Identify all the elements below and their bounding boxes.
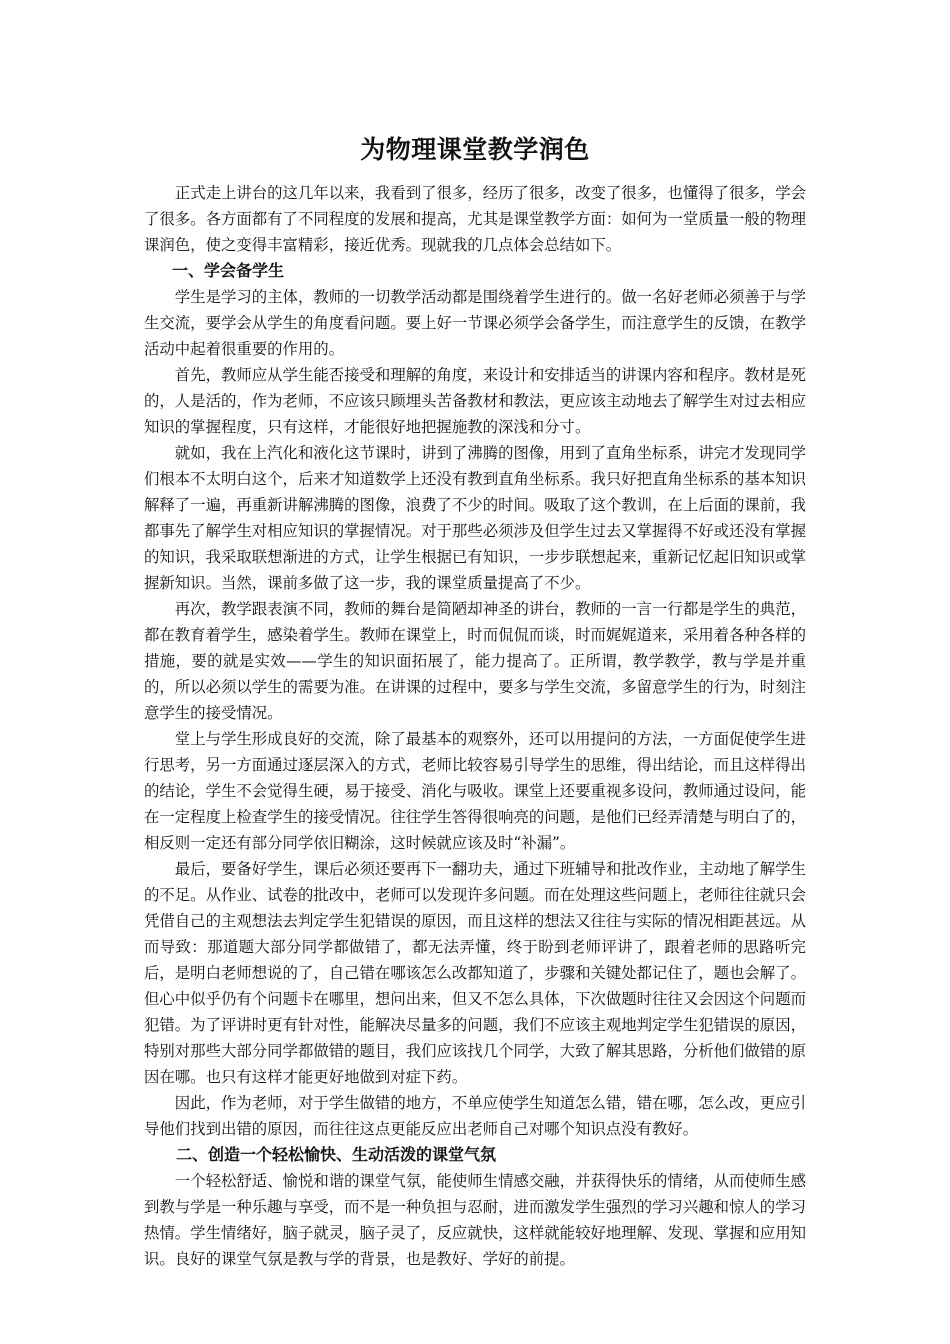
section-1-heading: 一、学会备学生: [172, 261, 285, 280]
section-1-paragraph-1: 学生是学习的主体，教师的一切教学活动都是围绕着学生进行的。做一名好老师必须善于与学生交流，要学会从学生的角度看问题。要上好一节课必须学会备学生，而注意学生的反馈，在教学活动中起着很重要的作用的。: [144, 288, 806, 358]
section-2-paragraph-1: 一个轻松舒适、愉悦和谐的课堂气氛，能使师生情感交融，并获得快乐的情绪，从而使师生感到教与学是一种乐趣与享受，而不是一种负担与忍耐，进而激发学生强烈的学习兴趣和惊人的学习热情。学生情绪好，脑子就灵，脑子灵了，反应就快，这样就能较好地理解、发现、掌握和应用知识。良好的课堂气氛是教与学的背景，也是教好、学好的前提。: [144, 1172, 806, 1268]
document-title: 为物理课堂教学润色: [360, 135, 590, 164]
section-1-paragraph-6: 最后，要备好学生，课后必须还要再下一翻功夫，通过下班辅导和批改作业，主动地了解学生的不足。从作业、试卷的批改中，老师可以发现许多问题。而在处理这些问题上，老师往往就只会凭借自己的主观想法去判定学生犯错误的原因，而且这样的想法又往往与实际的情况相距甚远。从而导致：那道题大部分同学都做错了，都无法弄懂，终于盼到老师评讲了，跟着老师的思路听完后，是明白老师想说的了，自己错在哪该怎么改都知道了，步骤和关键处都记住了，题也会解了。但心中似乎仍有个问题卡在哪里，想问出来，但又不怎么具体，下次做题时往往又会因这个问题而犯错。为了评讲时更有针对性，能解决尽量多的问题，我们不应该主观地判定学生犯错误的原因，特别对那些大部分同学都做错的题目，我们应该找几个同学，大致了解其思路，分析他们做错的原因在哪。也只有这样才能更好地做到对症下药。: [144, 860, 806, 1086]
section-1-paragraph-4: 再次，教学跟表演不同，教师的舞台是简陋却神圣的讲台，教师的一言一行都是学生的典范，都在教育着学生，感染着学生。教师在课堂上，时而侃侃而谈，时而娓娓道来，采用着各种各样的措施，要的就是实效——学生的知识面拓展了，能力提高了。正所谓，教学教学，教与学是并重的，所以必须以学生的需要为准。在讲课的过程中，要多与学生交流，多留意学生的行为，时刻注意学生的接受情况。: [144, 600, 806, 722]
section-1-paragraph-3: 就如，我在上汽化和液化这节课时，讲到了沸腾的图像，用到了直角坐标系，讲完才发现同学们根本不太明白这个，后来才知道数学上还没有教到直角坐标系。我只好把直角坐标系的基本知识解释了一遍，再重新讲解沸腾的图像，浪费了不少的时间。吸取了这个教训，在上后面的课前，我都事先了解学生对相应知识的掌握情况。对于那些必须涉及但学生过去又掌握得不好或还没有掌握的知识，我采取联想渐进的方式，让学生根据已有知识，一步步联想起来，重新记忆起旧知识或掌握新知识。当然，课前多做了这一步，我的课堂质量提高了不少。: [144, 444, 806, 592]
section-2-heading: 二、创造一个轻松愉快、生动活泼的课堂气氛: [176, 1145, 497, 1164]
section-1-paragraph-2: 首先，教师应从学生能否接受和理解的角度，来设计和安排适当的讲课内容和程序。教材是死的，人是活的，作为老师，不应该只顾埋头苦备教材和教法，更应该主动地去了解学生对过去相应知识的掌握程度，只有这样，才能很好地把握施教的深浅和分寸。: [144, 366, 806, 436]
section-1-paragraph-5: 堂上与学生形成良好的交流，除了最基本的观察外，还可以用提问的方法，一方面促使学生进行思考，另一方面通过逐层深入的方式，老师比较容易引导学生的思维，得出结论，而且这样得出的结论，学生不会觉得生硬，易于接受、消化与吸收。课堂上还要重视多设问，教师通过设问，能在一定程度上检查学生的接受情况。往往学生答得很响亮的问题，是他们已经弄清楚与明白了的，相反则一定还有部分同学依旧糊涂，这时候就应该及时“补漏”。: [144, 730, 806, 852]
intro-paragraph: 正式走上讲台的这几年以来，我看到了很多，经历了很多，改变了很多，也懂得了很多，学会了很多。各方面都有了不同程度的发展和提高，尤其是课堂教学方面：如何为一堂质量一般的物理课润色，使之变得丰富精彩，接近优秀。现就我的几点体会总结如下。: [144, 184, 806, 254]
section-1-paragraph-7: 因此，作为老师，对于学生做错的地方，不单应使学生知道怎么错，错在哪，怎么改，更应引导他们找到出错的原因，而往往这点更能反应出老师自己对哪个知识点没有教好。: [144, 1094, 806, 1138]
